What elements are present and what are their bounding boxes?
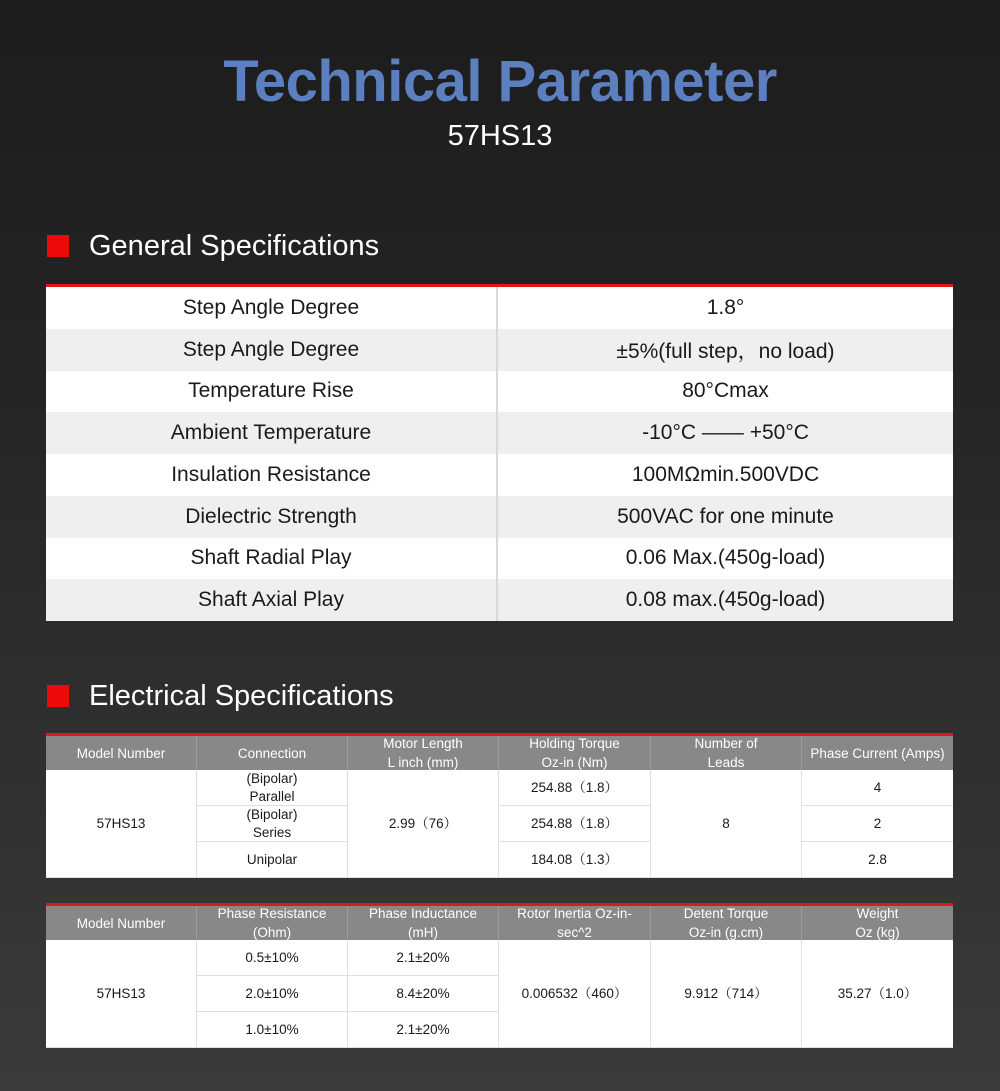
table-row: [46, 329, 953, 371]
spec-label: Ambient Temperature: [46, 412, 498, 454]
column-header: Rotor Inertia Oz-in- sec^2: [499, 906, 651, 940]
spec-label: Shaft Axial Play: [46, 579, 498, 621]
column-header: Holding Torque Oz-in (Nm): [499, 736, 651, 770]
spec-value: 0.06 Max.(450g-load): [625, 546, 826, 570]
spec-value: 80°Cmax: [682, 379, 769, 403]
column-header: Phase Inductance (mH): [348, 906, 499, 940]
phase-resistance-cell: 2.0±10%: [197, 976, 348, 1012]
connection-cell: Unipolar: [197, 842, 348, 878]
phase-inductance-cell: 8.4±20%: [348, 976, 499, 1012]
connection-cell: (Bipolar) Parallel: [197, 770, 348, 806]
spec-value: ±5%(full step，no load): [616, 339, 835, 363]
column-header: Connection: [197, 736, 348, 770]
spec-value: 100MΩmin.500VDC: [631, 462, 820, 486]
spec-label: Step Angle Degree: [46, 287, 498, 329]
spec-label: Shaft Radial Play: [46, 538, 498, 580]
holding-torque-cell: 184.08（1.3）: [499, 842, 651, 878]
spec-label: Dielectric Strength: [46, 496, 498, 538]
column-header: Model Number: [46, 736, 197, 770]
phase-inductance-cell: 2.1±20%: [348, 940, 499, 976]
table-row: [46, 579, 953, 621]
phase-resistance-cell: 1.0±10%: [197, 1012, 348, 1048]
column-header: Number of Leads: [651, 736, 802, 770]
spec-value: 0.08 max.(450g-load): [625, 588, 826, 612]
column-header: Detent Torque Oz-in (g.cm): [651, 906, 802, 940]
general-specs-table: [46, 284, 953, 621]
spec-label: Temperature Rise: [46, 371, 498, 413]
electrical-table-2: [46, 903, 953, 1048]
table-row: [46, 496, 953, 538]
red-square-icon: [47, 685, 69, 707]
phase-inductance-cell: 2.1±20%: [348, 1012, 499, 1048]
column-header: Phase Current (Amps): [802, 736, 953, 770]
detent-torque-cell: 9.912（714）: [651, 940, 802, 1048]
spec-label: Step Angle Degree: [46, 329, 498, 371]
column-header: Weight Oz (kg): [802, 906, 953, 940]
table-row: [46, 454, 953, 496]
model-number-cell: 57HS13: [46, 770, 197, 878]
connection-cell: (Bipolar) Series: [197, 806, 348, 842]
leads-cell: 8: [651, 770, 802, 878]
page-title: Technical Parameter: [223, 49, 777, 114]
phase-current-cell: 4: [802, 770, 953, 806]
phase-current-cell: 2.8: [802, 842, 953, 878]
motor-length-cell: 2.99（76）: [348, 770, 499, 878]
phase-resistance-cell: 0.5±10%: [197, 940, 348, 976]
electrical-table-1: [46, 733, 953, 878]
table-row: [46, 371, 953, 413]
rotor-inertia-cell: 0.006532（460）: [499, 940, 651, 1048]
general-specs-heading: [47, 226, 379, 266]
electrical-specs-heading: [47, 676, 394, 716]
table-row: [46, 287, 953, 329]
spec-label: Insulation Resistance: [46, 454, 498, 496]
electrical-specs-title: Electrical Specifications: [89, 679, 394, 712]
weight-cell: 35.27（1.0）: [802, 940, 953, 1048]
table-row: [46, 538, 953, 580]
red-square-icon: [47, 235, 69, 257]
model-subtitle: 57HS13: [447, 120, 553, 152]
column-header: Model Number: [46, 906, 197, 940]
table-row: [46, 412, 953, 454]
holding-torque-cell: 254.88（1.8）: [499, 770, 651, 806]
column-header: Phase Resistance (Ohm): [197, 906, 348, 940]
model-number-cell: 57HS13: [46, 940, 197, 1048]
spec-value: -10°C —— +50°C: [642, 421, 809, 445]
general-specs-title: General Specifications: [89, 229, 380, 262]
phase-current-cell: 2: [802, 806, 953, 842]
column-header: Motor Length L inch (mm): [348, 736, 499, 770]
holding-torque-cell: 254.88（1.8）: [499, 806, 651, 842]
spec-value: 1.8°: [706, 295, 745, 319]
spec-value: 500VAC for one minute: [617, 504, 834, 528]
